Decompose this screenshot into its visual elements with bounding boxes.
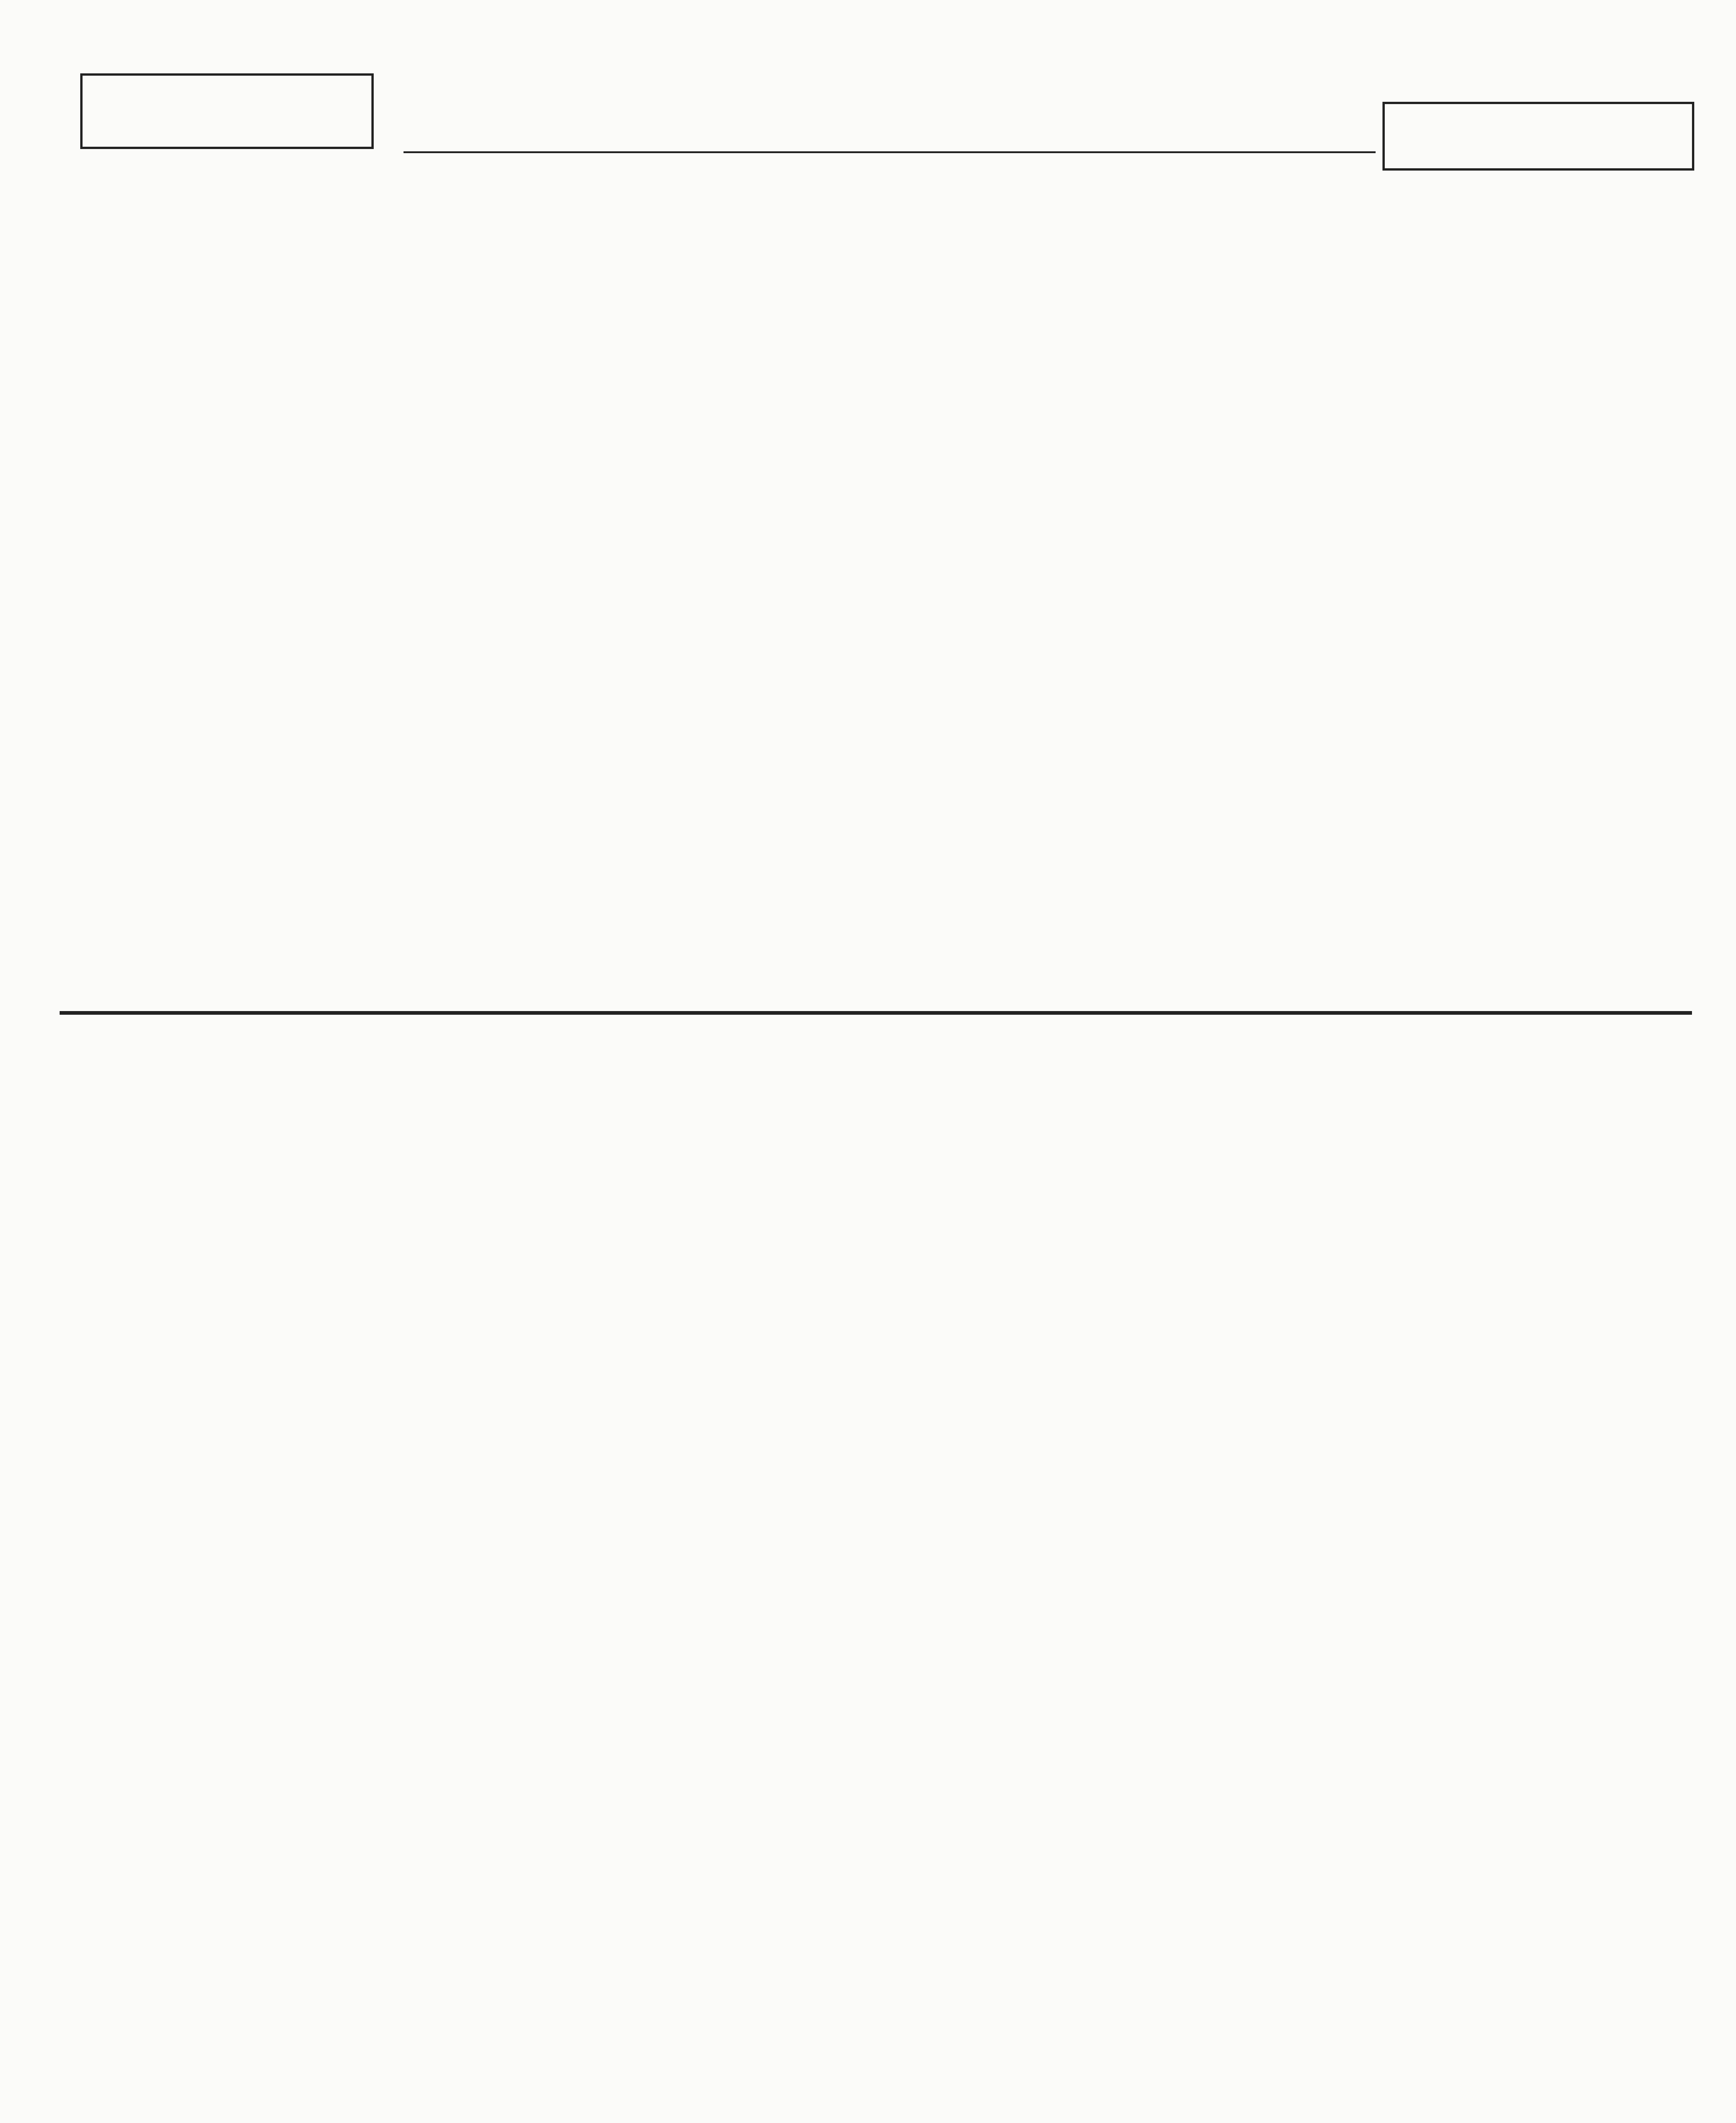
header-rule	[404, 151, 1376, 153]
weather-report-box	[1382, 102, 1694, 171]
section-divider-rule	[60, 1011, 1692, 1015]
news-time-box	[80, 73, 374, 149]
